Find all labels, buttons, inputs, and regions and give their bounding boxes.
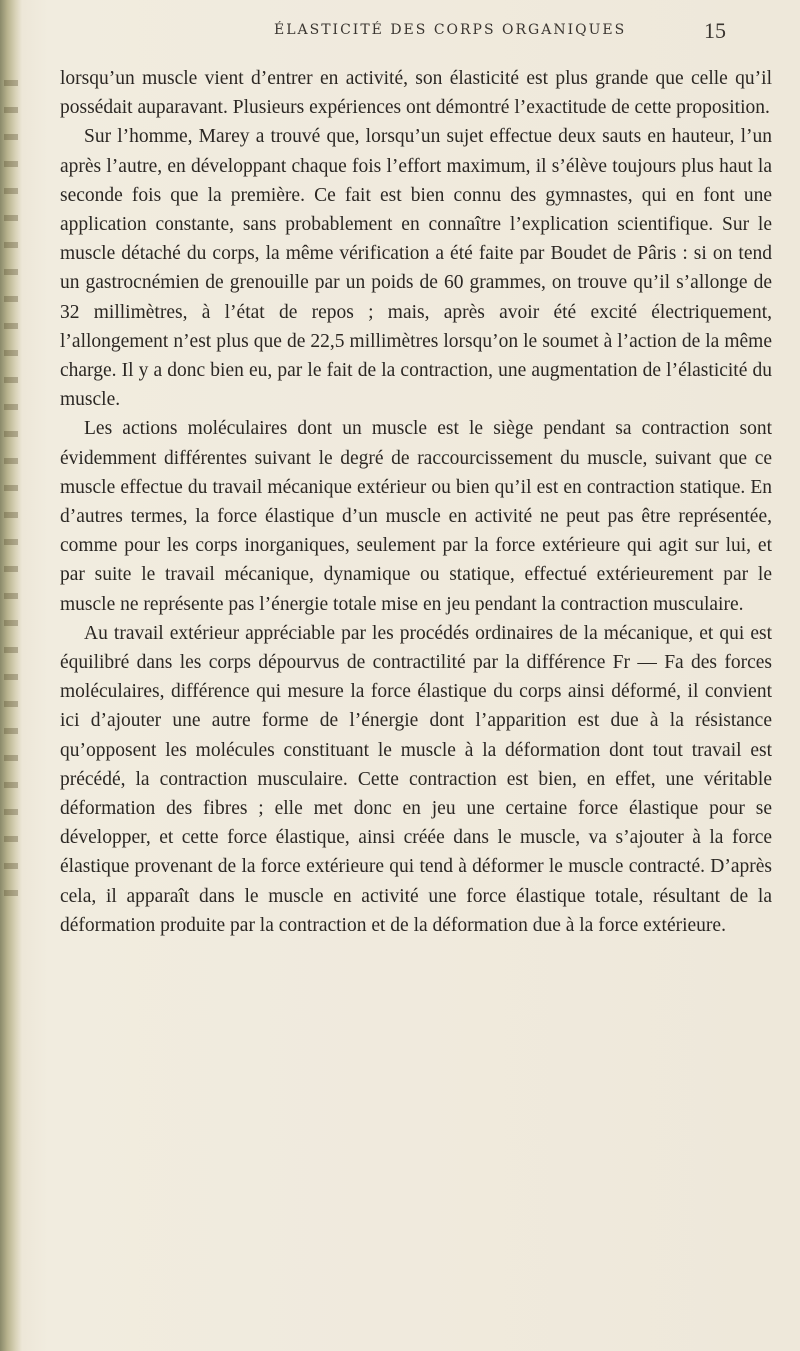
- paragraph-3: Les actions moléculaires dont un muscle est le siège pendant sa contraction sont évidemment différentes suivant le degré de raccourcissement du muscle, suivant que ce muscle effectue du travail mécanique extérieur ou bien qu’il est en contraction statique. En d’autres termes, la force élastique d’un muscle en activité ne peut pas être représentée, comme pour les corps inorganiques, seulement par la force extérieure qui agit sur lui, et par suite le travail mécanique, dynamique ou statique, effectué extérieurement par le muscle ne représente pas l’énergie totale mise en jeu pendant la contraction musculaire.: [60, 418, 772, 615]
- body-text: [60, 64, 772, 940]
- running-head: [0, 18, 800, 48]
- paragraph-2: Sur l’homme, Marey a trouvé que, lorsqu’un sujet effectue deux sauts en hauteur, l’un après l’autre, en développant chaque fois l’effort maximum, il s’élève toujours plus haut la seconde fois que la première. Ce fait est bien connu des gymnastes, qui en font une application constante, sans probablement en connaître l’explication scientifique. Sur le muscle détaché du corps, la même vérification a été faite par Boudet de Pâris : si on tend un gastrocnémien de grenouille par un poids de 60 grammes, on trouve qu’il s’allonge de 32 millimètres, à l’état de repos ; mais, après avoir été excité électriquement, l’allongement n’est plus que de 22,5 millimètres lorsqu’on le soumet à l’action de la même charge. Il y a donc bien eu, par le fait de la contraction, une augmentation de l’élasticité du muscle.: [60, 126, 772, 411]
- paragraph-1: lorsqu’un muscle vient d’entrer en activité, son élasticité est plus grande que celle qu’il possédait auparavant. Plusieurs expériences ont démontré l’exactitude de cette proposition.: [60, 68, 772, 119]
- binding-stitching: [4, 80, 18, 900]
- running-title: ÉLASTICITÉ DES CORPS ORGANIQUES: [274, 22, 627, 38]
- page-number: 15: [704, 18, 726, 43]
- paragraph-4: Au travail extérieur appréciable par les procédés ordinaires de la mécanique, et qui est équilibré dans les corps dépourvus de contractilité par la différence Fr — Fa des forces moléculaires, différence qui mesure la force élastique du corps ainsi déformé, il convient ici d’ajouter une autre forme de l’énergie dont l’apparition est due à la résistance qu’opposent les molécules constituant le muscle à la déformation dont tout travail est précédé, la contraction musculaire. Cette contraction est bien, en effet, une véritable déformation des fibres ; elle met donc en jeu une certaine force élastique pour se développer, et cette force élastique, ainsi créée dans le muscle, va s’ajouter à la force élastique provenant de la force extérieure qui tend à déformer le muscle contracté. D’après cela, il apparaît dans le muscle en activité une force élastique totale, résultant de la déformation produite par la contraction et de la déformation due à la force extérieure.: [60, 622, 772, 936]
